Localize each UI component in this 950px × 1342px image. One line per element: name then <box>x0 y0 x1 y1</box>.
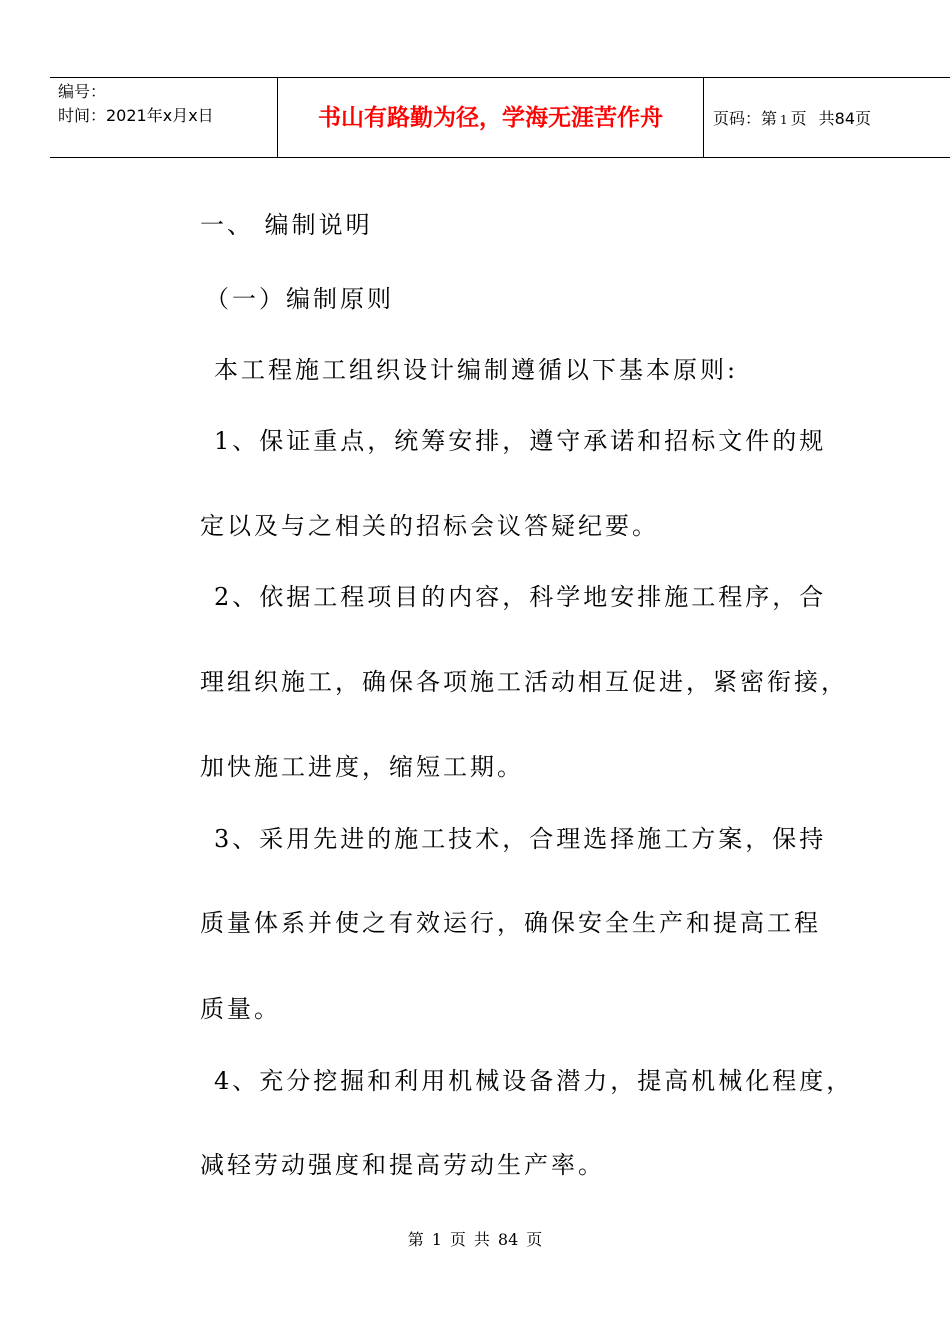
page-header <box>50 77 950 158</box>
section-title: 一、 编制说明 <box>200 211 373 239</box>
header-motto: 书山有路勤为径，学海无涯苦作舟 <box>318 105 663 131</box>
document-meta <box>58 80 214 128</box>
pager-current-page: 1 <box>780 113 788 127</box>
principle-4-line-1: 4、充分挖掘和利用机械设备潜力，提高机械化程度， <box>214 1067 854 1095</box>
footer-total-pages: 84 <box>497 1230 519 1249</box>
footer-ye: 页 <box>526 1230 543 1249</box>
principle-2-line-1: 2、依据工程项目的内容，科学地安排施工程序，合 <box>214 583 827 611</box>
principle-3-line-1: 3、采用先进的施工技术，合理选择施工方案，保持 <box>214 825 827 853</box>
subsection-title: （一）编制原则 <box>205 285 394 313</box>
principle-3-line-2: 质量体系并使之有效运行，确保安全生产和提高工程 <box>200 909 821 937</box>
principle-2-line-3: 加快施工进度，缩短工期。 <box>200 753 524 781</box>
header-page-number <box>713 107 871 132</box>
time-line: 时间：2021年x月x日 <box>58 106 214 125</box>
footer-gong: 共 <box>473 1230 490 1249</box>
pager-total: 共84页 <box>818 109 872 128</box>
principle-2-line-2: 理组织施工，确保各项施工活动相互促进，紧密衔接， <box>200 668 848 696</box>
footer-di: 第 <box>407 1230 424 1249</box>
principle-1-line-1: 1、保证重点，统筹安排，遵守承诺和招标文件的规 <box>214 427 827 455</box>
number-label: 编号： <box>58 82 107 101</box>
pager-page-word: 页 <box>790 109 807 128</box>
footer-page-number: 1 <box>431 1230 442 1249</box>
principle-1-line-2: 定以及与之相关的招标会议答疑纪要。 <box>200 512 659 540</box>
principle-3-line-3: 质量。 <box>200 995 281 1023</box>
footer-ye: 页 <box>449 1230 466 1249</box>
principle-4-line-2: 减轻劳动强度和提高劳动生产率。 <box>200 1151 605 1179</box>
header-divider <box>703 78 704 157</box>
pager-prefix: 页码：第 <box>713 109 778 128</box>
page-footer <box>0 1228 950 1252</box>
intro-paragraph: 本工程施工组织设计编制遵循以下基本原则: <box>214 356 739 384</box>
